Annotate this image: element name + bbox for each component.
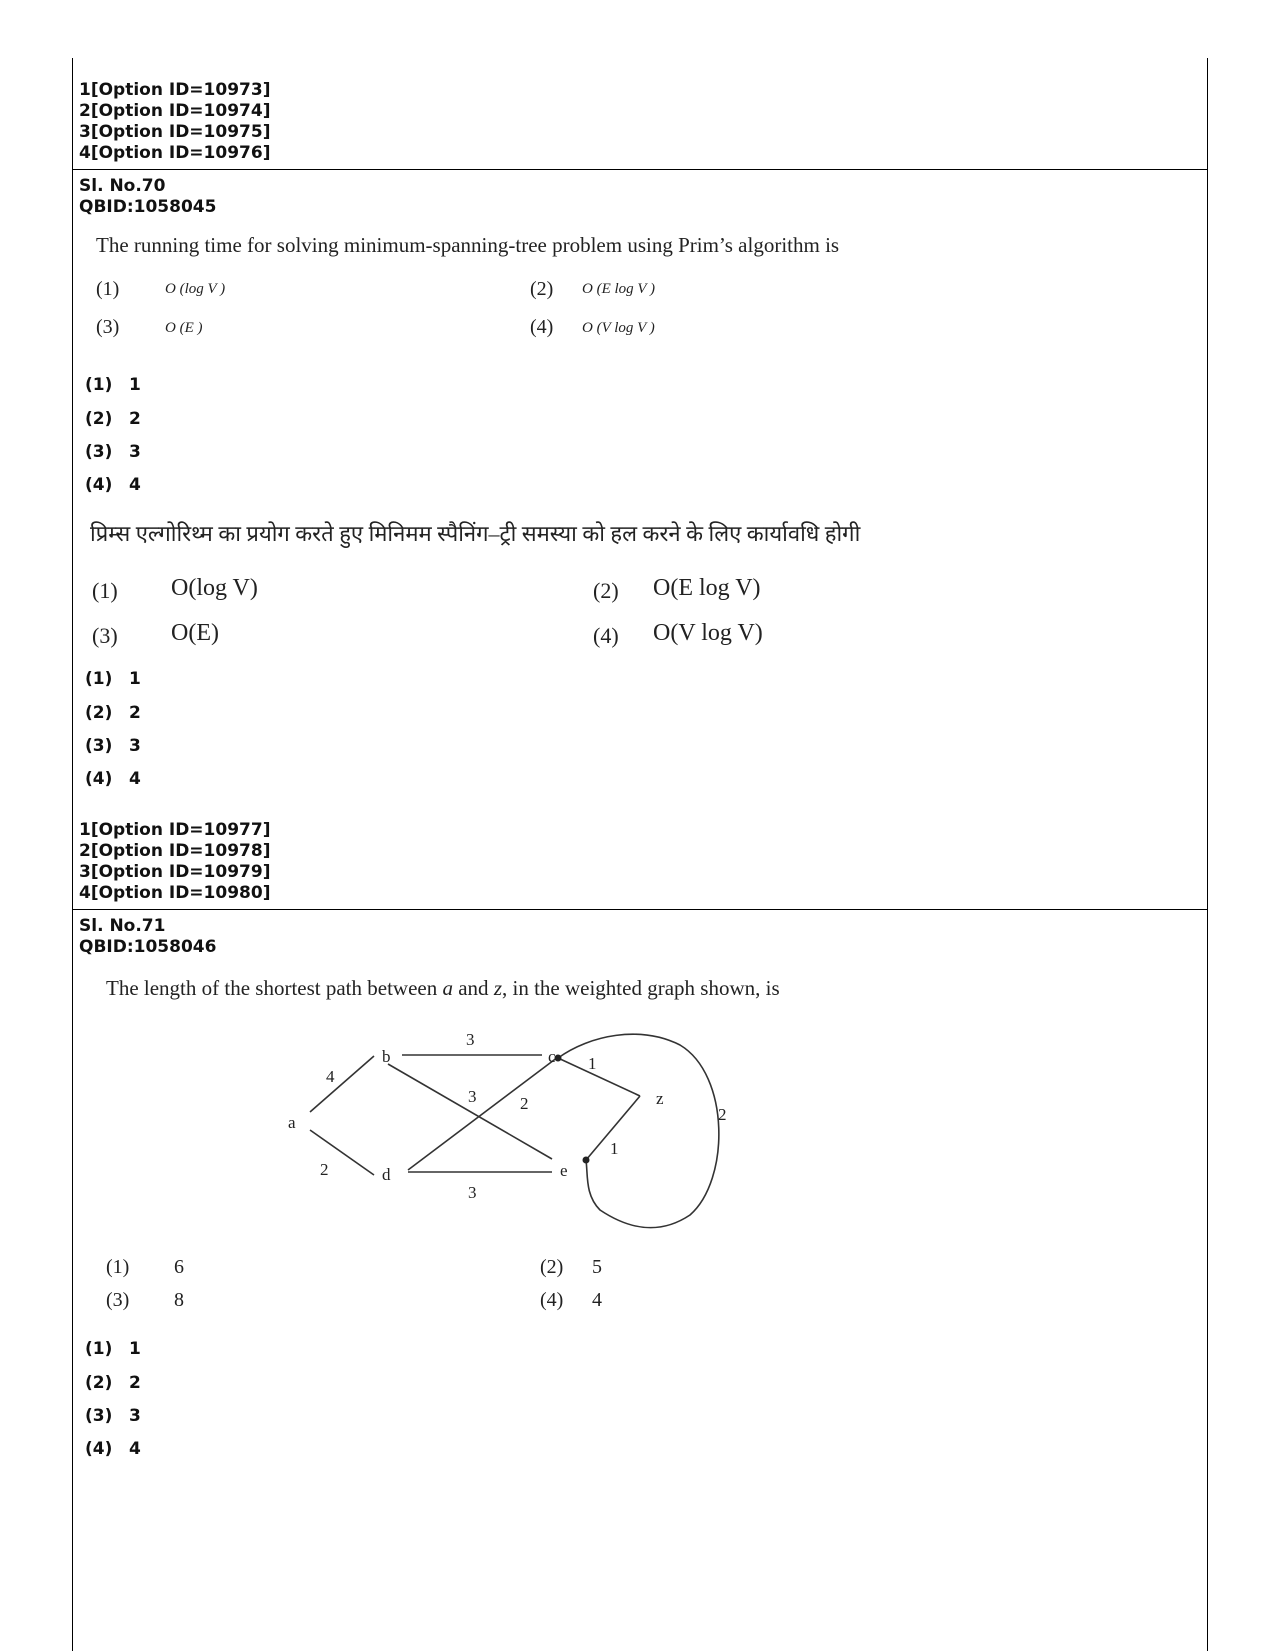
previous-option-ids (79, 80, 270, 164)
q70-option-ids (79, 820, 270, 904)
q71-option-num: (4) (540, 1289, 564, 1311)
question-divider (72, 169, 1208, 170)
q70-hindi-text: प्रिम्स एल्गोरिथ्म का प्रयोग करते हुए मिनिमम स्पैनिंग–ट्री समस्या को हल करने के लिए कार्यावधि होगी (90, 521, 861, 546)
q70-answer-row (85, 475, 141, 495)
q70-english-text: The running time for solving minimum-spanning-tree problem using Prim’s algorithm is (96, 233, 840, 257)
node-a: a (288, 1113, 296, 1132)
q70-answer-row (85, 703, 141, 723)
answer-num: (3) (85, 736, 113, 756)
q70-en-option-num: (1) (96, 278, 120, 300)
q70-en-option-num: (3) (96, 316, 120, 338)
weight-b-c: 3 (466, 1030, 475, 1049)
answer-value: 2 (129, 703, 141, 723)
weight-e-z: 1 (610, 1139, 619, 1158)
option-id-line: 1[Option ID=10973] (79, 80, 271, 100)
q71-option-num: (1) (106, 1256, 130, 1278)
node-d: d (382, 1165, 391, 1184)
weight-a-b: 4 (326, 1067, 335, 1086)
q70-en-option-value: O (log V ) (165, 281, 226, 297)
q70-answer-row (85, 769, 141, 789)
q70-en-option-value: O (V log V ) (582, 320, 655, 336)
option-id-line: 4[Option ID=10976] (79, 143, 271, 163)
answer-num: (2) (85, 703, 113, 723)
edge-c-e-curve (558, 1034, 719, 1227)
node-c: c (548, 1047, 556, 1066)
question-divider (72, 909, 1208, 910)
option-id-line: 2[Option ID=10978] (79, 841, 271, 861)
answer-num: (2) (85, 1373, 113, 1393)
q70-answer-row (85, 736, 141, 756)
answer-num: (3) (85, 1406, 113, 1426)
page-left-border (72, 58, 73, 1651)
q71-header (79, 916, 216, 958)
q70-sl-no: Sl. No.70 (79, 176, 166, 196)
q70-hi-option-num: (1) (92, 578, 118, 603)
q71-qbid: QBID:1058046 (79, 937, 217, 957)
q70-hi-option-value: O(E log V) (653, 575, 761, 601)
answer-num: (2) (85, 409, 113, 429)
q71-var-z: z (493, 976, 502, 1000)
q71-answer-row (85, 1406, 141, 1426)
weight-b-e: 3 (468, 1087, 477, 1106)
q71-option-value: 4 (592, 1289, 602, 1311)
weight-d-c: 2 (520, 1094, 529, 1113)
answer-num: (1) (85, 669, 113, 689)
option-id-line: 2[Option ID=10974] (79, 101, 271, 121)
q70-header (79, 176, 216, 218)
q71-text-mid: and (452, 976, 494, 1000)
node-b: b (382, 1047, 391, 1066)
q71-option-num: (2) (540, 1256, 564, 1278)
page-right-border (1207, 58, 1208, 1651)
q71-option-value: 8 (174, 1289, 184, 1311)
answer-num: (4) (85, 1439, 113, 1459)
q71-answer-row (85, 1439, 141, 1459)
answer-value: 4 (129, 475, 141, 495)
answer-value: 1 (129, 1339, 141, 1359)
edge-d-c (408, 1057, 558, 1170)
answer-num: (1) (85, 1339, 113, 1359)
answer-num: (3) (85, 442, 113, 462)
answer-value: 1 (129, 669, 141, 689)
answer-value: 2 (129, 1373, 141, 1393)
q70-hi-option-value: O(V log V) (653, 620, 763, 646)
q71-option-value: 5 (592, 1256, 602, 1278)
answer-value: 4 (129, 1439, 141, 1459)
q70-hi-option-num: (2) (593, 578, 619, 603)
q71-sl-no: Sl. No.71 (79, 916, 166, 936)
answer-num: (4) (85, 769, 113, 789)
q71-option-value: 6 (174, 1256, 184, 1278)
q71-answer-row (85, 1373, 141, 1393)
q70-en-option-num: (2) (530, 278, 554, 300)
weighted-graph (270, 1020, 770, 1230)
q70-answer-row (85, 442, 141, 462)
q70-hi-option-num: (3) (92, 623, 118, 648)
q70-answer-row (85, 409, 141, 429)
q70-en-option-value: O (E log V ) (582, 281, 656, 297)
answer-num: (4) (85, 475, 113, 495)
q71-answer-row (85, 1339, 141, 1359)
option-id-line: 4[Option ID=10980] (79, 883, 271, 903)
weight-c-z: 1 (588, 1054, 597, 1073)
q70-en-option-num: (4) (530, 316, 554, 338)
q70-answer-row (85, 669, 141, 689)
node-e: e (560, 1161, 568, 1180)
q71-text-prefix: The length of the shortest path between (106, 976, 443, 1000)
q70-hi-option-value: O(log V) (171, 575, 258, 601)
weight-d-e: 3 (468, 1183, 477, 1202)
weight-a-d: 2 (320, 1160, 329, 1179)
edge-a-b (310, 1056, 374, 1112)
option-id-line: 3[Option ID=10979] (79, 862, 271, 882)
option-id-line: 1[Option ID=10977] (79, 820, 271, 840)
answer-value: 2 (129, 409, 141, 429)
q70-hi-option-num: (4) (593, 623, 619, 648)
answer-value: 1 (129, 375, 141, 395)
answer-value: 3 (129, 442, 141, 462)
q70-hi-option-value: O(E) (171, 620, 219, 646)
q70-en-option-value: O (E ) (165, 320, 203, 336)
edge-c-z (558, 1058, 640, 1096)
q70-qbid: QBID:1058045 (79, 197, 217, 217)
q70-answer-row (85, 375, 141, 395)
answer-value: 4 (129, 769, 141, 789)
answer-num: (1) (85, 375, 113, 395)
q71-option-num: (3) (106, 1289, 130, 1311)
q71-var-a: a (442, 976, 453, 1000)
node-e-dot (583, 1157, 590, 1164)
answer-value: 3 (129, 736, 141, 756)
q71-text (106, 976, 780, 1001)
node-c-dot (555, 1055, 562, 1062)
option-id-line: 3[Option ID=10975] (79, 122, 271, 142)
weight-c-e-curve: 2 (718, 1105, 727, 1124)
node-z: z (656, 1089, 664, 1108)
q71-text-suffix: , in the weighted graph shown, is (502, 976, 780, 1000)
answer-value: 3 (129, 1406, 141, 1426)
